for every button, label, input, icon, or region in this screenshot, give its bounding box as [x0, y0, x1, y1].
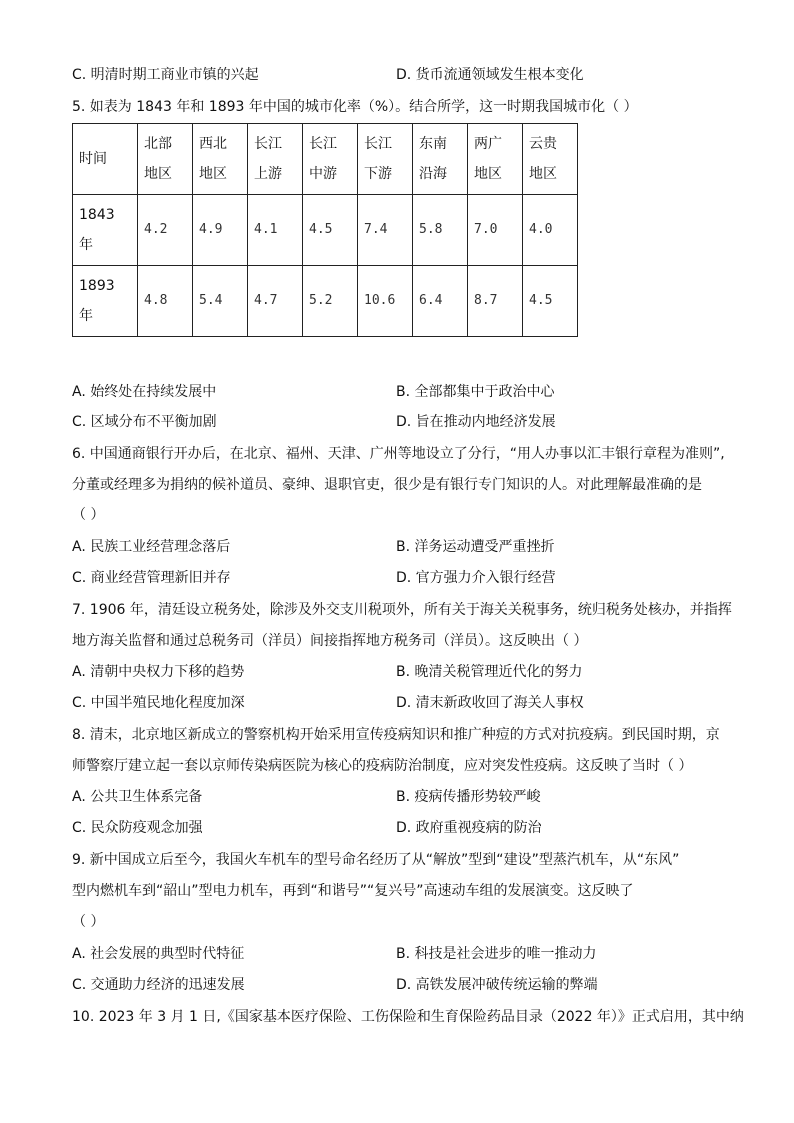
header-col-4: 长江 中游	[303, 124, 358, 195]
q4-option-c[interactable]: C. 明清时期工商业市镇的兴起	[72, 67, 259, 83]
q9-stem-line-1: 9. 新中国成立后至今，我国火车机车的型号命名经历了从“解放”型到“建设”型蒸汽机车，从“东风”	[72, 852, 680, 868]
q6-answer-blank: （ ）	[72, 507, 105, 523]
table-cell: 7.4	[358, 195, 413, 266]
table-cell: 6.4	[413, 266, 468, 337]
q8-stem-line-2: 师警察厅建立起一套以京师传染病医院为核心的疫病防治制度，应对突发性疫病。这反映了当时（ ）	[72, 758, 693, 774]
q9-option-d[interactable]: D. 高铁发展冲破传统运输的弊端	[396, 977, 598, 993]
table-cell: 5.2	[303, 266, 358, 337]
q6-option-a[interactable]: A. 民族工业经营理念落后	[72, 539, 231, 555]
header-col-8: 云贵 地区	[523, 124, 578, 195]
q5-option-b[interactable]: B. 全部都集中于政治中心	[396, 384, 555, 400]
q8-stem-line-1: 8. 清末，北京地区新成立的警察机构开始采用宣传疫病知识和推广种痘的方式对抗疫病。到民国时期，京	[72, 727, 720, 743]
header-col-3: 长江 上游	[248, 124, 303, 195]
q5-stem: 5. 如表为 1843 年和 1893 年中国的城市化率（%）。结合所学，这一时期我国城市化（ ）	[72, 99, 638, 115]
q9-option-a[interactable]: A. 社会发展的典型时代特征	[72, 946, 245, 962]
table-cell: 4.0	[523, 195, 578, 266]
q4-option-d[interactable]: D. 货币流通领域发生根本变化	[396, 67, 584, 83]
row-year: 1893 年	[73, 266, 138, 337]
q7-stem-line-2: 地方海关监督和通过总税务司（洋员）间接指挥地方税务司（洋员）。这反映出（ ）	[72, 633, 588, 649]
q5-option-a[interactable]: A. 始终处在持续发展中	[72, 384, 217, 400]
table-header-row	[73, 124, 578, 195]
table-cell: 4.1	[248, 195, 303, 266]
q9-options-row-2	[72, 975, 736, 995]
q7-option-a[interactable]: A. 清朝中央权力下移的趋势	[72, 664, 245, 680]
header-time: 时间	[73, 124, 138, 195]
q5-option-d[interactable]: D. 旨在推动内地经济发展	[396, 414, 556, 430]
q7-option-c[interactable]: C. 中国半殖民地化程度加深	[72, 695, 245, 711]
q7-options-row-2	[72, 693, 736, 713]
table-cell: 10.6	[358, 266, 413, 337]
q7-option-b[interactable]: B. 晚清关税管理近代化的努力	[396, 664, 583, 680]
q9-answer-blank: （ ）	[72, 914, 105, 930]
q8-options-row-1	[72, 787, 736, 807]
table-cell: 4.9	[193, 195, 248, 266]
q6-options-row-1	[72, 537, 736, 557]
q10-stem-line-1: 10. 2023 年 3 月 1 日,《国家基本医疗保险、工伤保险和生育保险药品目录（2022 年）》正式启用，其中纳	[72, 1009, 744, 1025]
q8-option-a[interactable]: A. 公共卫生体系完备	[72, 789, 203, 805]
table-cell: 4.2	[138, 195, 193, 266]
table-cell: 5.8	[413, 195, 468, 266]
table-row	[73, 266, 578, 337]
header-col-5: 长江 下游	[358, 124, 413, 195]
table-cell: 5.4	[193, 266, 248, 337]
q6-options-row-2	[72, 568, 736, 588]
q9-options-row-1	[72, 944, 736, 964]
q8-option-d[interactable]: D. 政府重视疫病的防治	[396, 820, 542, 836]
q8-option-b[interactable]: B. 疫病传播形势较严峻	[396, 789, 541, 805]
q8-option-c[interactable]: C. 民众防疫观念加强	[72, 820, 203, 836]
q7-stem-line-1: 7. 1906 年，清廷设立税务处，除涉及外交支川税项外，所有关于海关关税事务，统归税务处核办，并指挥	[72, 602, 732, 618]
table-cell: 4.8	[138, 266, 193, 337]
table-row	[73, 195, 578, 266]
q6-option-b[interactable]: B. 洋务运动遭受严重挫折	[396, 539, 555, 555]
q5-options-row-1	[72, 382, 736, 402]
header-col-6: 东南 沿海	[413, 124, 468, 195]
header-col-2: 西北 地区	[193, 124, 248, 195]
q8-options-row-2	[72, 818, 736, 838]
q6-option-d[interactable]: D. 官方强力介入银行经营	[396, 570, 556, 586]
q9-option-b[interactable]: B. 科技是社会进步的唯一推动力	[396, 946, 597, 962]
table-cell: 4.5	[523, 266, 578, 337]
urbanization-table	[72, 123, 578, 337]
q5-option-c[interactable]: C. 区域分布不平衡加剧	[72, 414, 217, 430]
table-cell: 4.7	[248, 266, 303, 337]
q7-options-row-1	[72, 662, 736, 682]
header-col-1: 北部 地区	[138, 124, 193, 195]
table-cell: 4.5	[303, 195, 358, 266]
q9-stem-line-2: 型内燃机车到“韶山”型电力机车，再到“和谐号”“复兴号”高速动车组的发展演变。这反映了	[72, 883, 634, 899]
header-col-7: 两广 地区	[468, 124, 523, 195]
q9-option-c[interactable]: C. 交通助力经济的迅速发展	[72, 977, 245, 993]
q6-stem-line-2: 分董或经理多为捐纳的候补道员、豪绅、退职官吏，很少是有银行专门知识的人。对此理解最准确的是	[72, 477, 702, 493]
q6-stem-line-1: 6. 中国通商银行开办后，在北京、福州、天津、广州等地设立了分行，“用人办事以汇丰银行章程为准则”,	[72, 446, 725, 462]
table-cell: 8.7	[468, 266, 523, 337]
q7-option-d[interactable]: D. 清末新政收回了海关人事权	[396, 695, 584, 711]
table-cell: 7.0	[468, 195, 523, 266]
q6-option-c[interactable]: C. 商业经营管理新旧并存	[72, 570, 231, 586]
q5-options-row-2	[72, 412, 736, 432]
q4-options-row	[72, 65, 736, 85]
row-year: 1843 年	[73, 195, 138, 266]
